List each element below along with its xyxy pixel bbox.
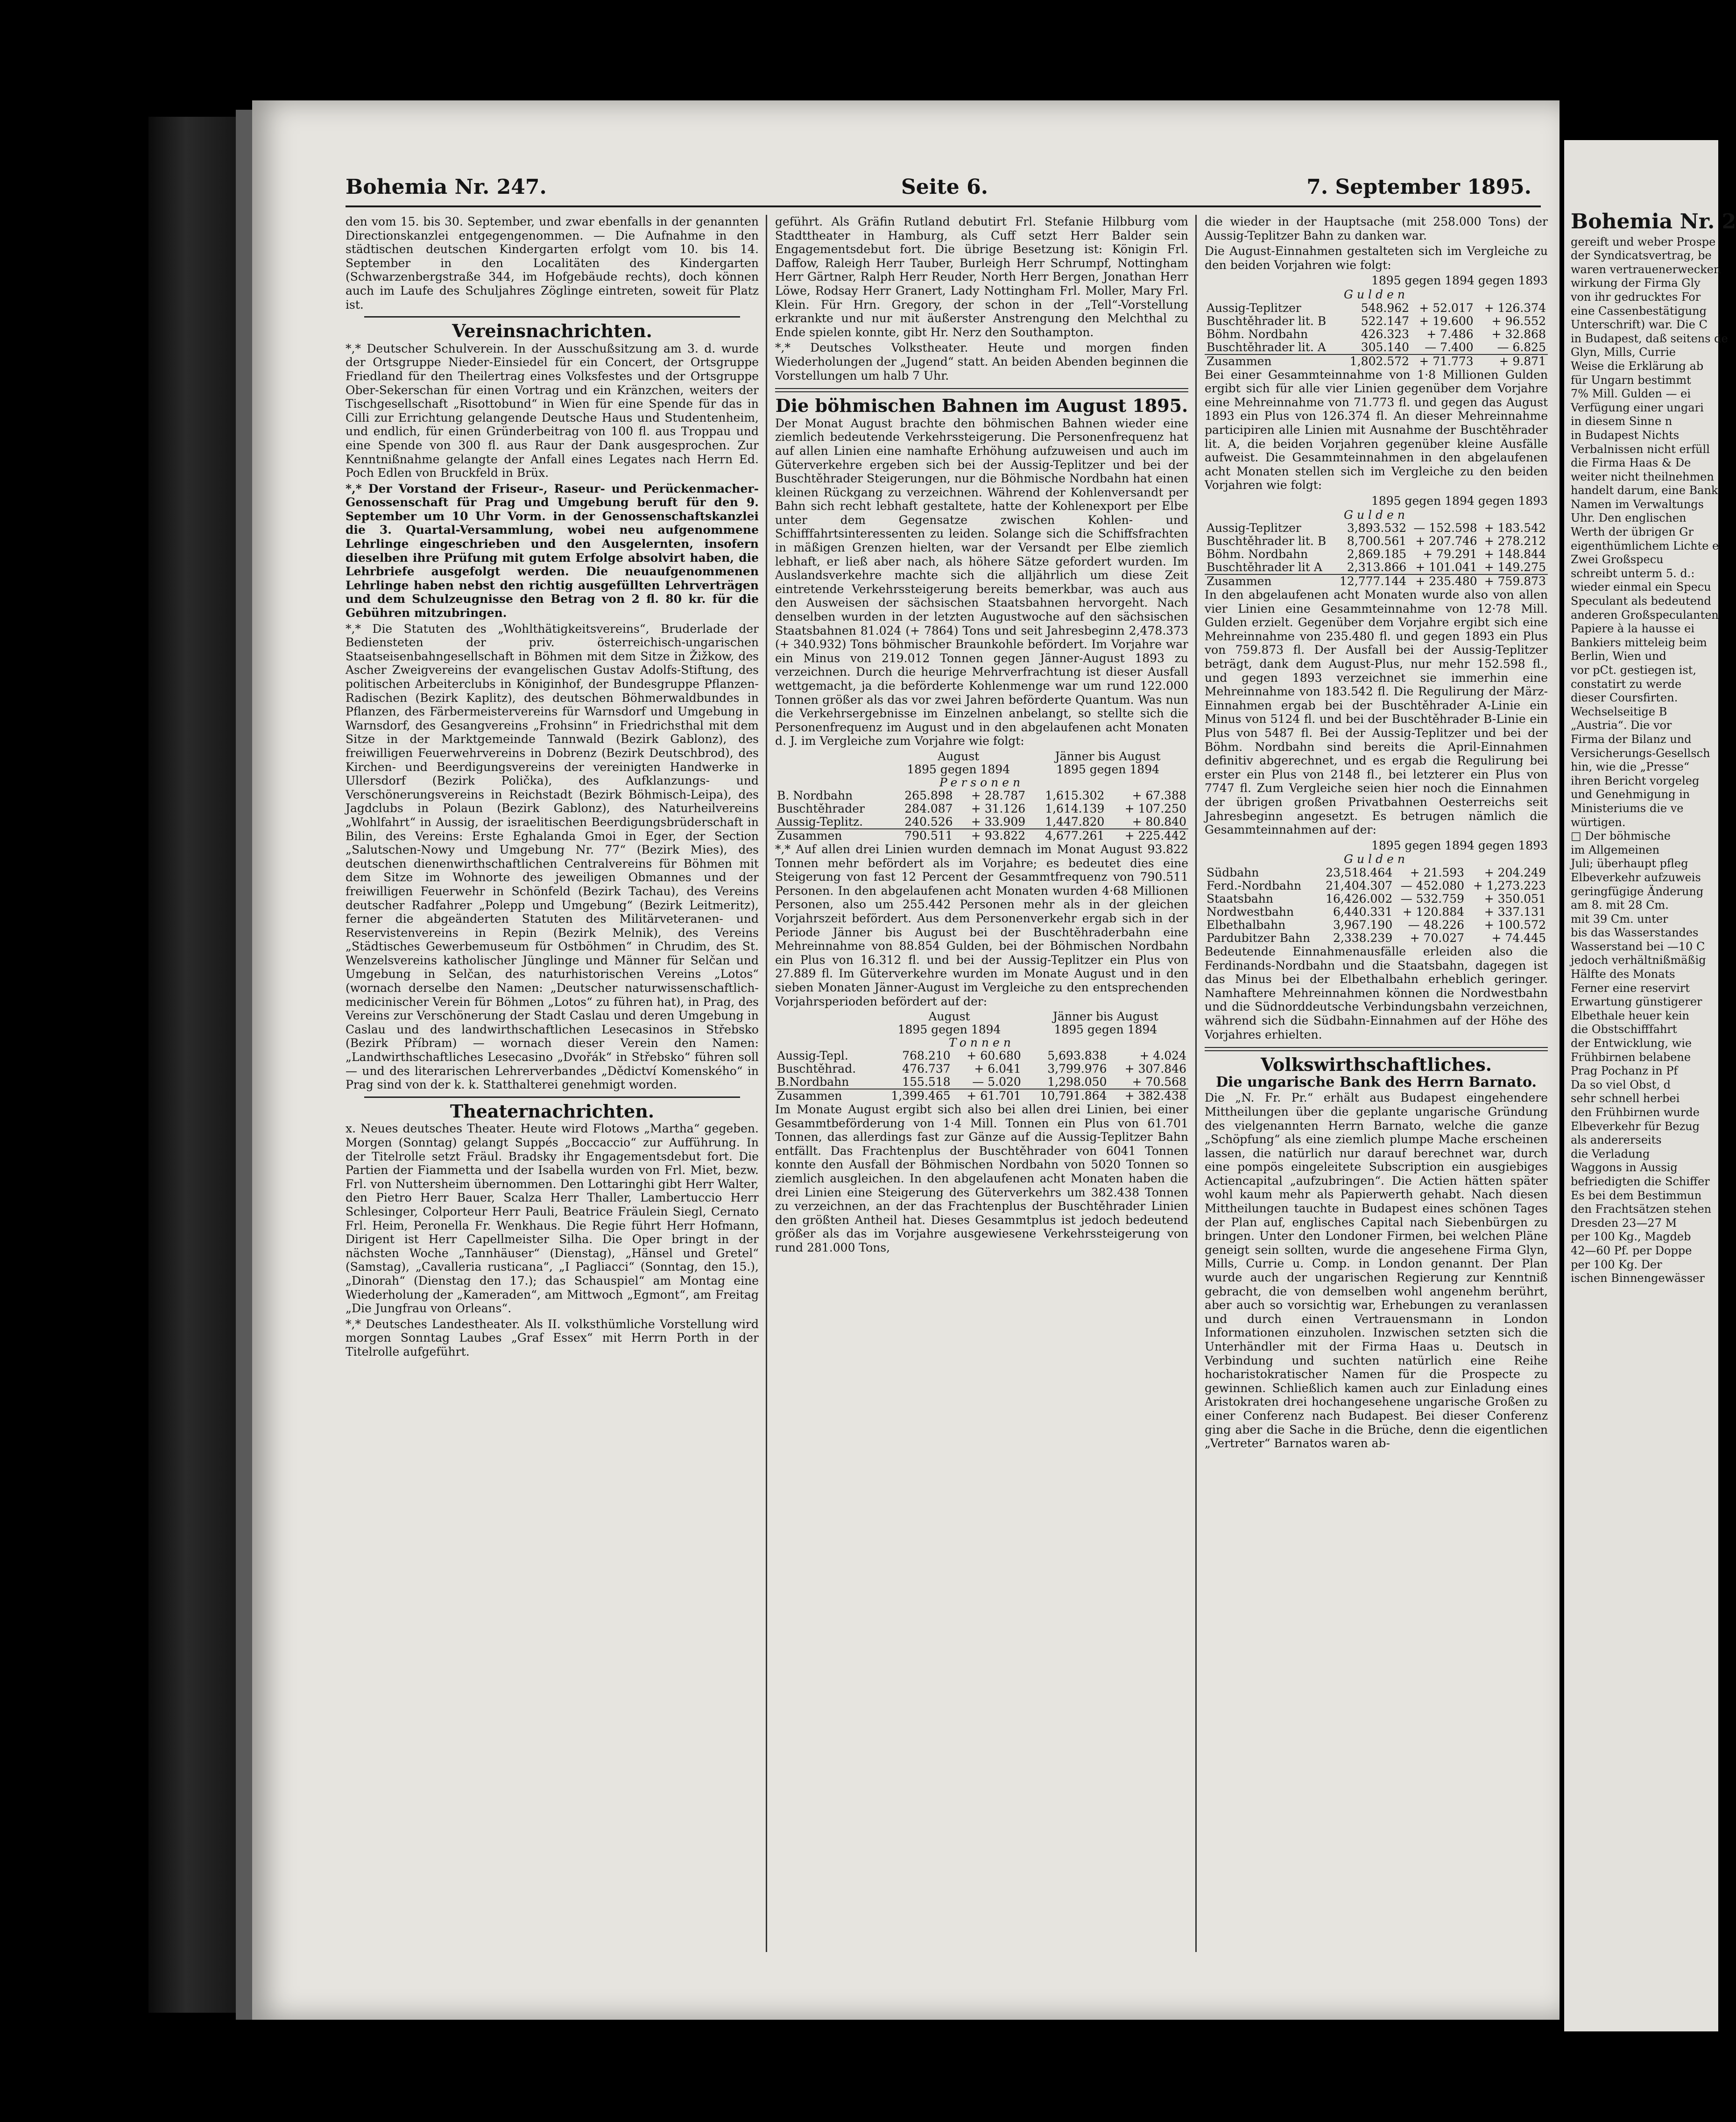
adjacent-page-line: Berlin, Wien und (1571, 650, 1666, 663)
table-row (775, 802, 1188, 815)
table-caption: Gulden (1344, 508, 1409, 522)
adjacent-page-line: den Frachtsätzen stehen (1571, 1202, 1712, 1216)
adjacent-page-line: von ihr gedrucktes For (1571, 290, 1701, 304)
table-cell: Zusammen (775, 829, 889, 842)
table-cell: 21,404.307 (1326, 878, 1393, 892)
section-rule (364, 316, 740, 318)
adjacent-page-lines (1571, 235, 1728, 1286)
table-row (1205, 548, 1548, 561)
paragraph: *,* Deutsches Volkstheater. Heute und morgen finden Wiederholungen der „Jugend“ statt. An beiden Abenden beginnen die Vorstellungen um halb 7 Uhr. (775, 341, 1188, 382)
adjacent-page (1564, 140, 1736, 2031)
adjacent-page-line: waren vertrauenerwecken (1571, 262, 1721, 276)
adjacent-page-line: Verfügung einer ungari (1571, 401, 1704, 414)
paragraph: x. Neues deutsches Theater. Heute wird Flotows „Martha“ gegeben. Morgen (Sonntag) gelangt Suppés „Boccaccio“ zur Aufführung. In der Titelrolle setzt Fräul. Bradsky ihr Engagementsdebut fort. Die Partien der Fiammetta und der Isabella wurden von Frl. Miet, bezw. Frl. von Nuttersheim übernommen. Den Lottaringhi gibt Herr Walter, den Pietro Herr Bauer, Scalza Herr Thaller, Lambertuccio Herr Schlesinger, Colporteur Herr Pauli, Beatrice Fräulein Siegl, Cernato Frl. Heim, Peronella Fr. Wenkhaus. Die Regie führt Herr Hofmann, Dirigent ist Herr Capellmeister Silha. Die Oper bringt in der nächsten Woche „Tannhäuser“ (Dienstag), „Hänsel und Gretel“ (Samstag), „Cavalleria rusticana“, „I Pagliacci“ (Sonntag, den 15.), „Dinorah“ (Dienstag den 17.); das Schauspiel“ am Montag eine Wiederholung der „Kameraden“, am Mittwoch „Egmont“, am Freitag „Die Jungfrau von Orleans“. (346, 1122, 759, 1316)
table-caption: Gulden (1344, 287, 1409, 301)
adjacent-page-line: Speculant als bedeutend (1571, 594, 1711, 608)
table-cell: + 207.746 (1415, 534, 1477, 548)
passenger-table (775, 750, 1188, 842)
paragraph: den vom 15. bis 30. September, und zwar ebenfalls in der genannten Directionskanzlei entgegengenommen. — Die Aufnahme in den städtischen deutschen Kindergarten erfolgt vom 10. bis 14. September in den Localitäten des Kindergarten (Schwarzenbergstraße 344, im Hofgebäude rechts), doch können auch im Laufe des Schuljahres Zöglinge eintreten, soweit für Platz ist. (346, 215, 759, 311)
table-cell: 1,447.820 (1045, 814, 1105, 828)
table-cell: B. Nordbahn (777, 788, 853, 802)
table-cell: Staatsbahn (1207, 891, 1273, 905)
adjacent-page-line: Zwei Großspecu (1571, 553, 1664, 566)
table-cell: + 61.701 (953, 1089, 1023, 1103)
adjacent-page-line: die Verladung (1571, 1147, 1650, 1160)
adjacent-page-line: eine Cassenbestätigung (1571, 304, 1707, 318)
table-cell: — 7.400 (1425, 340, 1474, 354)
table-total-row (1205, 354, 1548, 368)
table-cell: Ferd.-Nordbahn (1207, 878, 1302, 892)
table-row (1205, 919, 1548, 932)
table-row (775, 815, 1188, 829)
table-cell: Pardubitzer Bahn (1207, 931, 1311, 945)
table-cell: + 32.868 (1491, 327, 1546, 341)
table-cell: + 19.600 (1419, 314, 1474, 328)
adjacent-page-text (1571, 210, 1736, 1286)
section-rule (1205, 1047, 1548, 1051)
table-total-row (775, 1089, 1188, 1103)
table-cell: + 759.873 (1479, 574, 1548, 588)
private-railways-table (1205, 866, 1548, 945)
adjacent-page-line: Glyn, Mills, Currie (1571, 346, 1676, 359)
august-revenue-table (1205, 302, 1548, 368)
table-cell: Aussig-Teplitz. (777, 814, 863, 828)
table-cell: 790.511 (889, 829, 954, 842)
adjacent-page-line: Waggons in Aussig (1571, 1161, 1678, 1174)
adjacent-page-line: in Budapest, daß seitens de (1571, 332, 1728, 345)
section-heading: Vereinsnachrichten. (452, 320, 652, 342)
column-divider (766, 215, 767, 1952)
table-cell: + 52.017 (1419, 301, 1474, 315)
table-header: 1895 gegen 1894 gegen 1893 (1371, 494, 1548, 508)
adjacent-page-line: jedoch verhältnißmäßig (1571, 954, 1706, 967)
table-cell: + 96.552 (1491, 314, 1546, 328)
adjacent-page-line: gereift und weber Prospe (1571, 235, 1716, 248)
section-heading: Theaternachrichten. (450, 1100, 655, 1122)
table-cell: B.Nordbahn (777, 1075, 849, 1089)
adjacent-page-line: und Genehmigung in (1571, 788, 1690, 801)
adjacent-page-line: Bankiers mitteleig beim (1571, 636, 1707, 649)
table-cell: Böhm. Nordbahn (1207, 327, 1308, 341)
table-row (1205, 905, 1548, 919)
table-cell: + 350.051 (1484, 891, 1546, 905)
adjacent-page-line: der Syndicatsvertrag, be (1571, 249, 1712, 262)
adjacent-page-line: dieser Coursfirten. (1571, 691, 1678, 705)
adjacent-page-line: der Entwicklung, wie (1571, 1037, 1692, 1050)
paragraph: *,* Der Vorstand der Friseur-, Raseur- und Perückenmacher-Genossenschaft für Prag und Umgebung beruft für den 9. September um 10 Uhr Vorm. in der Genossenschaftskanzlei die 3. Quartal-Versammlung, wobei neu aufgenommene Lehrlinge eingeschrieben und den Ausgelernten, insofern dieselben ihre Prüfung mit gutem Erfolge absolvirt haben, die Lehrbriefe ausgefolgt werden. Die neuaufgenommenen Lehrlinge haben nebst den richtig ausgefüllten Lehrverträgen und dem Schulzeugnisse den Betrag von 2 fl. 80 kr. für die Gebühren mitzubringen. (346, 481, 759, 620)
table-cell: + 307.846 (1124, 1062, 1186, 1076)
table-cell: Aussig-Teplitzer (1207, 301, 1301, 315)
table-cell: Nordwestbahn (1207, 905, 1294, 919)
table-header: 1895 gegen 1894 gegen 1893 (1371, 838, 1548, 852)
paragraph: Bedeutende Einnahmenausfälle erleiden also die Ferdinands-Nordbahn und die Staatsbahn, dagegen ist das Minus bei der Elbethalbahn erheblich geringer. Namhaftere Mehreinnahmen können die Nordwestbahn und die Südnorddeutsche Verbindungsbahn verzeichnen, während sich die Südbahn-Einnahmen auf der Höhe des Vorjahres erhielten. (1205, 944, 1548, 1041)
table-cell: + 382.438 (1108, 1089, 1188, 1103)
table-cell: + 9.871 (1475, 354, 1548, 368)
table-cell: + 80.840 (1132, 814, 1186, 828)
adjacent-page-line: constatirt zu werde (1571, 677, 1682, 691)
adjacent-page-line: Wechselseitige B (1571, 705, 1667, 718)
table-row (1205, 892, 1548, 905)
adjacent-page-line: mit 39 Cm. unter (1571, 912, 1668, 926)
table-cell: Buschtěhrader lit. A (1207, 340, 1326, 354)
table-cell: + 21.593 (1410, 865, 1465, 879)
table-cell: + 70.027 (1410, 931, 1465, 945)
table-cell: 265.898 (904, 788, 953, 802)
paragraph: *,* Deutscher Schulverein. In der Ausschußsitzung am 3. d. wurde der Ortsgruppe Nieder-Einsiedel für ein Concert, der Ortsgruppe Friedland für den Theilertrag eines Volksfestes und der Ortsgruppe Ober-Sekerschan für einen Vortrag und ein Kränzchen, weiters der Tischgesellschaft „Risottobund“ in Wien für eine Spende für das in Cilli zur Errichtung gelangende Deutsche Haus und Studentenheim, und endlich, für einen Gründerbeitrag von 100 fl. aus Troppau und eine Spende von 300 fl. aus Raur der Dank ausgesprochen. Zur Kenntnißnahme gelangte der Anfall eines Legates nach Herrn Ed. Poch Edlen von Bruckfeld in Brüx. (346, 341, 759, 480)
adjacent-page-line: befriedigten die Schiffer (1571, 1174, 1710, 1188)
adjacent-page-line: Unterschrift) war. Die C (1571, 318, 1708, 332)
table-cell: + 74.445 (1491, 931, 1546, 945)
table-cell: Buschtěhrader lit. B (1207, 534, 1327, 548)
adjacent-page-line: ischen Binnengewässer (1571, 1272, 1705, 1285)
table-cell: 426.323 (1361, 327, 1410, 341)
table-cell: + 70.568 (1132, 1075, 1186, 1089)
adjacent-page-line: Hälfte des Monats (1571, 968, 1675, 981)
table-cell: 155.518 (902, 1075, 951, 1089)
table-cell: + 204.249 (1484, 865, 1546, 879)
table-cell: 2,313.866 (1347, 560, 1407, 574)
table-row (1205, 315, 1548, 328)
adjacent-page-line: Ministeriums die ve (1571, 801, 1684, 815)
adjacent-page-line: hin, wie die „Presse“ (1571, 760, 1690, 774)
adjacent-page-line: weiter nicht theilnehmen (1571, 470, 1714, 483)
table-cell: 23,518.464 (1326, 865, 1393, 879)
adjacent-page-header: Bohemia Nr. 2 (1571, 210, 1736, 233)
table-header: 1895 gegen 1894 gegen 1893 (1371, 274, 1548, 288)
table-cell: + 337.131 (1484, 905, 1546, 919)
table-header-cell: Jänner bis August 1895 gegen 1894 (1053, 1010, 1158, 1037)
table-row (1205, 535, 1548, 548)
adjacent-page-line: Verbalnissen nicht erfüll (1571, 442, 1710, 456)
table-row (1205, 879, 1548, 892)
table-caption: Tonnen (949, 1036, 1015, 1050)
adjacent-page-line: in Budapest Nichts (1571, 428, 1680, 442)
paragraph: *,* Die Statuten des „Wohlthätigkeitsvereins“, Bruderlade der Bediensteten der priv. österreichisch-ungarischen Staatseisenbahngesellschaft in Böhmen mit dem Sitze in Žižkow, des Ascher Zweigvereins der evangelischen Gustav Adolfs-Stiftung, des politischen Arbeiterclubs in Königinhof, der Bundesgruppe Pflanzen-Radischen (Bezirk Kaplitz), des deutschen Böhmerwaldbundes in Pflanzen, des Färbermeistervereins für Warnsdorf und Umgebung in Warnsdorf, des Gesangvereins „Frohsinn“ in Friedrichsthal mit dem Sitze in der Marktgemeinde Tannwald (Bezirk Gablonz), des freiwilligen Feuerwehrvereins in Dobrenz (Bezirk Deutschbrod), des Kirchen- und Beerdigungsvereins der vereinigten Handwerke in Ullersdorf (Bezirk Polička), des Aufklanzungs- und Verschönerungsvereins in Reichstadt (Bezirk Böhmisch-Leipa), des Jagdclubs in Polaun (Bezirk Gablonz), des Naturheilvereins „Wohlfahrt“ in Aussig, der israelitischen Beerdigungsbrüderschaft in Bilin, des Vereins: Erste Eghalanda Gmoi in Eger, der Section „Salutschen-Nowy und Umgebung Nr. 77“ (Bezirk Mies), des deutschen dienenwirthschaftlichen Centralvereins für Böhmen mit dem Sitze im Wohnorte des jeweiligen Obmannes und der freiwilligen Feuerwehr in Schönfeld (Bezirk Tachau), des Vereins deutscher Radfahrer „Polepp und Umgebung“ (Bezirk Leitmeritz), ferner die abgeänderten Statuten des Militärveteranen- und Reservistenvereins in Repin (Bezirk Melnik), des Vereins „Städtisches Gewerbemuseum für Ostböhmen“ in Chrudim, des St. Wenzelsvereins katholischer Jünglinge und Männer für Selčan und Umgebung in Selčan, des naturhistorischen Vereins „Lotos“ (wornach derselbe den Namen: „Deutscher naturwissenschaftlich-medicinischer Verein für Böhmen „Lotos“ zu führen hat), in Prag, des Vereins zur Verschönerung der Stadt Caslau und deren Umgebung in Caslau und des landwirthschaftlichen Lesecasinos in Střebsko (Bezirk Příbram) — wornach dieser Verein den Namen: „Landwirthschaftliches Lesecasino „Dvořák“ in Střebsko“ führen soll — und des literarischen Lehrerverbandes „Dědictví Komenského“ in Prag sind von der k. k. Statthalterei genehmigt worden. (346, 622, 759, 1092)
adjacent-page-line: Prag Pochanz in Pf (1571, 1064, 1678, 1078)
table-row (775, 1049, 1188, 1062)
table-cell: 1,298.050 (1047, 1075, 1107, 1089)
table-cell: + 33.909 (971, 814, 1026, 828)
adjacent-page-line: Frühbirnen belabene (1571, 1050, 1691, 1064)
table-cell: 3,967.190 (1333, 918, 1393, 932)
adjacent-page-line: Weise die Erklärung ab (1571, 359, 1704, 373)
adjacent-page-line: Dresden 23—27 M (1571, 1216, 1677, 1230)
table-cell: — 532.759 (1400, 891, 1465, 905)
table-row (1205, 932, 1548, 945)
paragraph: In den abgelaufenen acht Monaten wurde also von allen vier Linien eine Gesammteinnahme von 12·78 Mill. Gulden erzielt. Gegenüber dem Vorjahre ergibt sich eine Mehreinnahme von 235.480 fl. und gegen 1893 ein Plus von 759.873 fl. Der Ausfall bei der Aussig-Teplitzer beträgt, dank dem August-Plus, nur mehr 152.598 fl., und gegen 1893 verzeichnet sie immerhin eine Mehreinnahme von 183.542 fl. Die Regulirung der März-Einnahmen ergab bei der Buschtěhrader A-Linie ein Minus von 5124 fl. und bei der Buschtěhrader B-Linie ein Plus von 5487 fl. Bei der Aussig-Teplitzer und bei der Böhm. Nordbahn sind bereits die April-Einnahmen definitiv abgerechnet, und es ergab die Regulirung bei erster ein Plus von 2148 fl., bei letzterer ein Plus von 7747 fl. Zum Vergleiche seien hier noch die Einnahmen der übrigen großen Privatbahnen Oesterreichs seit Jahresbeginn angesetzt. Es betrugen nämlich die Gesammteinnahmen auf der: (1205, 588, 1548, 837)
adjacent-page-line: Elbethale heuer kein (1571, 1009, 1689, 1022)
adjacent-page-line: als andererseits (1571, 1133, 1662, 1147)
adjacent-page-line: Werth der übrigen Gr (1571, 525, 1694, 539)
adjacent-page-line: geringfügige Änderung (1571, 884, 1704, 898)
table-cell: 476.737 (902, 1062, 951, 1076)
table-header-cell: Jänner bis August 1895 gegen 1894 (1055, 749, 1161, 776)
section-rule (775, 388, 1188, 392)
table-cell: + 126.374 (1484, 301, 1546, 315)
table-cell: Elbethalbahn (1207, 918, 1286, 932)
paragraph: die wieder in der Hauptsache (mit 258.000 Tons) der Aussig-Teplitzer Bahn zu danken war. (1205, 215, 1548, 242)
adjacent-page-line: Firma der Bilanz und (1571, 732, 1692, 746)
adjacent-page-line: anderen Großspeculanten (1571, 608, 1719, 622)
paragraph: Der Monat August brachte den böhmischen Bahnen wieder eine ziemlich bedeutende Verkehrssteigerung. Die Personenfrequenz hat auf allen Linien eine namhafte Erhöhung aufzuweisen und auch im Güterverkehre ergeben sich bei der Aussig-Teplitzer und bei der Buschtěhrader Steigerungen, nur die Böhmische Nordbahn hat einen kleinen Rückgang zu verzeichnen. Während der Kohlenversandt per Bahn sich recht lebhaft gestaltete, hatte der Kohlenexport per Elbe unter dem Gegensatze zwischen Kohlen- und Schifffahrtsinteressenten zu leiden. Solange sich die Schiffsfrachten in mäßigen Grenzen hielten, war der Versandt per Elbe ziemlich lebhaft, er ließ aber nach, als höhere Sätze gefordert wurden. Im Auslandsverkehre machte sich die alljährlich um diese Zeit eintretende Verkehrssteigerung bereits bemerkbar, was auch aus den Ausweisen der sächsischen Staatsbahnen hervorgeht. Nach denselben wurden in der letzten Augustwoche auf den sächsischen Staatsbahnen 81.024 (+ 7864) Tons und seit Jahresbeginn 2,478.373 (+ 340.932) Tons böhmischer Braunkohle befördert. Im Vorjahre war ein Minus von 219.012 Tonnen gegen Jänner-August 1893 zu verzeichnen. Durch die heurige Mehrverfrachtung ist dieser Ausfall wettgemacht, ja die beförderte Kohlenmenge war um rund 122.000 Tonnen größer als das vor zwei Jahren beförderte Quantum. Was nun die Verkehrsergebnisse im Einzelnen anbelangt, so stellte sich die Personenfrequenz im August und in den abgelaufenen acht Monaten d. J. im Vergleiche zum Vorjahre wie folgt: (775, 416, 1188, 748)
paragraph: Die „N. Fr. Pr.“ erhält aus Budapest eingehendere Mittheilungen über die geplante ungarische Gründung des vielgenannten Herrn Barnato, welche die ganze „Schöpfung“ als eine ziemlich plumpe Mache erscheinen lassen, die natürlich nur darauf berechnet war, durch eine pompös eingeleitete Subscription ein ausgiebiges Actiencapital „aufzubringen“. Die Actien hätten später wohl kaum mehr als Papierwerth gehabt. Nach diesen Mittheilungen tauchte in Budapest eines schönen Tages der Plan auf, englisches Capital nach Siebenbürgen zu bringen. Unter den Londoner Firmen, bei welchen Pläne geneigt sein sollten, wurde die angesehene Firma Glyn, Mills, Currie u. Comp. in London genannt. Der Plan wurde auch der ungarischen Regierung zur Kenntniß gebracht, die von demselben wohl angenehm berührt, aber auch so vorsichtig war, Erhebungen zu veranlassen und durch einen Vertrauensmann in London Informationen einzuholen. Inzwischen setzten sich die Unterhändler mit der Firma Haas u. Deutsch in Verbindung und suchten natürlich eine Reihe hocharistokratischer Namen für die Prospecte zu gewinnen. Schließlich kamen auch zur Einladung eines Aristokraten drei hochangesehene ungarische Großen zu einer Conferenz nach Budapest. Bei dieser Conferenz ging aber die Sache in die Brüche, denn die eigentlichen „Vertreter“ Barnatos waren ab- (1205, 1091, 1548, 1450)
table-cell: 16,426.002 (1326, 891, 1393, 905)
adjacent-page-line: 7% Mill. Gulden — ei (1571, 387, 1691, 401)
table-header-cell (775, 1010, 875, 1036)
table-cell: Buschtěhrader lit. B (1207, 314, 1327, 328)
table-total-row (1205, 574, 1548, 588)
table-header-cell (775, 750, 889, 776)
table-cell: + 60.680 (967, 1049, 1021, 1063)
adjacent-page-line: bis das Wasserstandes (1571, 926, 1699, 940)
eight-month-revenue-table (1205, 522, 1548, 588)
adjacent-page-line: Namen im Verwaltungs (1571, 497, 1704, 511)
table-cell: 1,614.139 (1045, 801, 1105, 815)
adjacent-page-line: □ Der böhmische (1571, 829, 1671, 843)
table-cell: 8,700.561 (1347, 534, 1407, 548)
table-cell: 3,799.976 (1047, 1062, 1107, 1076)
table-cell: — 5.020 (972, 1075, 1021, 1089)
table-cell: Aussig-Tepl. (777, 1049, 848, 1063)
column-3 (1205, 215, 1548, 1943)
freight-table (775, 1010, 1188, 1103)
table-cell: 1,615.302 (1045, 788, 1105, 802)
column-1 (346, 215, 759, 1943)
adjacent-page-line: Da so viel Obst, d (1571, 1078, 1671, 1091)
table-cell: + 4.024 (1139, 1049, 1186, 1063)
table-header-row (775, 1010, 1188, 1036)
adjacent-page-line: im Allgemeinen (1571, 843, 1660, 856)
table-cell: 522.147 (1361, 314, 1410, 328)
adjacent-page-line: Versicherungs-Gesellsch (1571, 746, 1710, 760)
table-cell: 10,791.864 (1023, 1089, 1109, 1103)
adjacent-page-line: die Firma Haas & De (1571, 456, 1691, 470)
table-cell: + 7.486 (1426, 327, 1474, 341)
adjacent-page-line: wieder einmal ein Specu (1571, 580, 1711, 594)
adjacent-page-line: schreibt unterm 5. d.: (1571, 566, 1695, 580)
table-cell: 548.962 (1361, 301, 1410, 315)
paragraph: *,* Auf allen drei Linien wurden demnach im Monat August 93.822 Tonnen mehr befördert als im Vorjahre; es bedeutet dies eine Steigerung von fast 12 Percent der Gesammtfrequenz von 790.511 Personen. In den abgelaufenen acht Monaten wurden 4·68 Millionen Personen, also um 255.442 Personen mehr als in der gleichen Vorjahrszeit befördert. Aus dem Personenverkehr ergab sich in der Periode Jänner bis August bei der Buschtěhraderbahn eine Mehreinnahme von 88.854 Gulden, bei der Böhmischen Nordbahn ein Plus von 16.312 fl. und bei der Aussig-Teplitzer ein Plus von 27.889 fl. Im Güterverkehre wurden im Monate August und in den sieben Monaten Jänner-August im Vergleiche zu den entsprechenden Vorjahrsperioden befördert auf der: (775, 842, 1188, 1008)
table-cell: 2,338.239 (1333, 931, 1393, 945)
table-header-cell: August 1895 gegen 1894 (907, 749, 1010, 776)
table-cell: + 101.041 (1415, 560, 1477, 574)
table-cell: 5,693.838 (1047, 1049, 1107, 1063)
table-cell: Buschtěhrad. (777, 1062, 856, 1076)
table-cell: 12,777.144 (1334, 574, 1408, 588)
newspaper-page (252, 100, 1560, 2020)
adjacent-page-line: die Obstschifffahrt (1571, 1023, 1677, 1036)
table-row (1205, 328, 1548, 341)
table-row (1205, 302, 1548, 315)
paragraph: Die August-Einnahmen gestalteten sich im Vergleiche zu den beiden Vorjahren wie folgt: (1205, 244, 1548, 272)
adjacent-page-line: 42—60 Pf. per Doppe (1571, 1244, 1692, 1257)
table-cell: Buschtěhrader (777, 801, 865, 815)
table-cell: + 120.884 (1402, 905, 1465, 919)
table-row (1205, 341, 1548, 354)
table-cell: + 183.542 (1484, 521, 1546, 535)
adjacent-page-line: für Ungarn bestimmt (1571, 373, 1691, 387)
table-header-cell: August 1895 gegen 1894 (897, 1010, 1001, 1037)
header-rule (346, 205, 1541, 207)
table-row (775, 1075, 1188, 1089)
adjacent-page-line: Elbeverkehr aufzuweis (1571, 870, 1701, 884)
adjacent-page-line: sehr schnell herbei (1571, 1092, 1680, 1105)
table-cell: 240.526 (904, 814, 953, 828)
adjacent-page-line: Wasserstand bei —10 C (1571, 940, 1705, 953)
table-cell: Zusammen (1205, 354, 1341, 368)
adjacent-page-line: per 100 Kg. Der (1571, 1258, 1662, 1271)
adjacent-page-line: eigenthümlichem Lichte e (1571, 539, 1719, 552)
table-cell: 3,893.532 (1347, 521, 1407, 535)
adjacent-page-line: Elbeverkehr für Bezug (1571, 1119, 1700, 1133)
paragraph: Im Monate August ergibt sich also bei allen drei Linien, bei einer Gesammtbeförderung von 1·4 Mill. Tonnen ein Plus von 61.701 Tonnen, das allerdings fast zur Gänze auf die Aussig-Teplitzer Bahn entfällt. Das Frachtenplus der Buschtěhrader von 6041 Tonnen konnte den Ausfall der Böhmischen Nordbahn von 5020 Tonnen so ziemlich ausgleichen. In den abgelaufenen acht Monaten haben die drei Linien eine Steigerung des Güterverkehrs um 382.438 Tonnen zu verzeichnen, an der das Frachtenplus der Buschtěhrader Linien den größten Antheil hat. Dieses Gesammtplus ist jedoch bedeutend größer als das im Vorjahre ausgewiesene Verkehrssteigerung von rund 281.000 Tons, (775, 1103, 1188, 1255)
table-cell: 6,440.331 (1333, 905, 1393, 919)
table-row (1205, 522, 1548, 535)
table-cell: + 79.291 (1423, 547, 1477, 561)
adjacent-page-line: in diesem Sinne n (1571, 415, 1672, 428)
adjacent-page-line: handelt darum, eine Bank (1571, 484, 1718, 497)
running-header-title: Bohemia Nr. 247. (346, 175, 547, 199)
table-row (775, 789, 1188, 802)
table-cell: + 107.250 (1124, 801, 1186, 815)
table-cell: + 100.572 (1484, 918, 1546, 932)
table-cell: — 452.080 (1400, 878, 1465, 892)
table-cell: — 152.598 (1413, 521, 1477, 535)
table-cell: + 148.844 (1484, 547, 1546, 561)
adjacent-page-line: Es bei dem Bestimmun (1571, 1188, 1702, 1202)
adjacent-page-line: Erwartung günstigerer (1571, 995, 1702, 1009)
table-cell: 2,869.185 (1347, 547, 1407, 561)
adjacent-page-line: Uhr. Den englischen (1571, 511, 1687, 525)
adjacent-page-line: ihren Bericht vorgeleg (1571, 774, 1700, 787)
adjacent-page-line: Ferner eine reservirt (1571, 981, 1690, 995)
table-cell: Buschtěhrader lit A (1207, 560, 1322, 574)
table-row (1205, 866, 1548, 879)
table-cell: + 149.275 (1484, 560, 1546, 574)
running-header-page: Seite 6. (901, 175, 988, 199)
table-total-row (775, 829, 1188, 842)
table-cell: Böhm. Nordbahn (1207, 547, 1308, 561)
table-cell: — 6.825 (1497, 340, 1546, 354)
table-cell: 305.140 (1361, 340, 1410, 354)
table-cell: Südbahn (1207, 865, 1259, 879)
paragraph: geführt. Als Gräfin Rutland debutirt Frl. Stefanie Hilbburg vom Stadttheater in Hamburg, als Cuff setzt Herr Balder sein Engagementsdebut fort. Die übrige Besetzung ist: Königin Frl. Daffow, Raleigh Herr Tauber, Burleigh Herr Schrumpf, Nottingham Herr Gärtner, Ralph Herr Reuder, North Herr Bergen, Jonathan Herr Löwe, Rodsay Herr Granert, Lady Nottingham Frl. Moller, Mary Frl. Klein. Für Hrn. Gregory, der schon in der „Tell“-Vorstellung erkrankte und nur mit äußerster Anstrengung den Melchthal zu Ende spielen konnte, gibt Hr. Nerz den Southampton. (775, 215, 1188, 339)
paragraph: Bei einer Gesammteinnahme von 1·8 Millionen Gulden ergibt sich für alle vier Linien gegenüber dem Vorjahre eine Mehreinnahme von 71.773 fl. und gegen das August 1893 ein Plus von 126.374 fl. An dieser Mehreinnahme participiren alle Linien mit Ausnahme der Buschtěhrader lit. A, die beiden Vorjahren gegenüber kleine Ausfälle aufweist. Die Gesammteinnahmen in den abgelaufenen acht Monaten stellen sich im Vergleiche zu den beiden Vorjahren wie folgt: (1205, 368, 1548, 492)
table-cell: Aussig-Teplitzer (1207, 521, 1301, 535)
adjacent-page-line: den Frühbirnen wurde (1571, 1106, 1700, 1119)
table-cell: + 67.388 (1132, 788, 1186, 802)
article-subheading: Die ungarische Bank des Herrn Barnato. (1216, 1074, 1537, 1090)
table-header-row (775, 750, 1188, 776)
table-cell: + 71.773 (1411, 354, 1475, 368)
table-caption: Gulden (1344, 852, 1409, 866)
table-cell: 284.087 (904, 801, 953, 815)
book-spine (148, 117, 242, 2013)
book-binding-edge (236, 110, 254, 2020)
adjacent-page-line: am 8. mit 28 Cm. (1571, 898, 1669, 912)
adjacent-page-line: würtigen. (1571, 815, 1626, 829)
adjacent-page-line: „Austria“. Die vor (1571, 719, 1672, 732)
column-2 (775, 215, 1188, 1943)
section-rule (364, 1096, 740, 1098)
table-cell: 4,677.261 (1027, 829, 1106, 842)
table-cell: + 1,273.223 (1473, 878, 1546, 892)
adjacent-page-line: per 100 Kg., Magdeb (1571, 1230, 1691, 1244)
table-cell: + 235.480 (1408, 574, 1479, 588)
adjacent-page-line: Papiere à la hausse ei (1571, 622, 1695, 636)
adjacent-page-line: vor pCt. gestiegen ist, (1571, 664, 1697, 677)
table-cell: Zusammen (775, 1089, 875, 1103)
paragraph: *,* Deutsches Landestheater. Als II. volksthümliche Vorstellung wird morgen Sonntag Laubes „Graf Essex“ mit Herrn Porth in der Titelrolle aufgeführt. (346, 1317, 759, 1358)
table-cell: + 225.442 (1106, 829, 1188, 842)
article-heading: Die böhmischen Bahnen im August 1895. (775, 395, 1188, 417)
table-caption: Personen (939, 775, 1024, 789)
table-cell: 1,399.465 (875, 1089, 952, 1103)
table-row (775, 1062, 1188, 1075)
table-cell: + 6.041 (974, 1062, 1021, 1076)
table-cell: + 278.212 (1484, 534, 1546, 548)
running-header-date: 7. September 1895. (1306, 175, 1531, 199)
table-cell: 768.210 (902, 1049, 951, 1063)
adjacent-page-line: wirkung der Firma Gly (1571, 276, 1701, 290)
table-cell: Zusammen (1205, 574, 1334, 588)
table-cell: + 31.126 (971, 801, 1026, 815)
table-cell: 1,802.572 (1341, 354, 1411, 368)
table-cell: — 48.226 (1408, 918, 1465, 932)
column-divider (1195, 215, 1197, 1952)
table-cell: + 93.822 (955, 829, 1028, 842)
table-cell: + 28.787 (971, 788, 1026, 802)
section-heading: Volkswirthschaftliches. (1261, 1054, 1492, 1075)
table-row (1205, 561, 1548, 574)
adjacent-page-line: Juli; überhaupt pfleg (1571, 857, 1688, 870)
